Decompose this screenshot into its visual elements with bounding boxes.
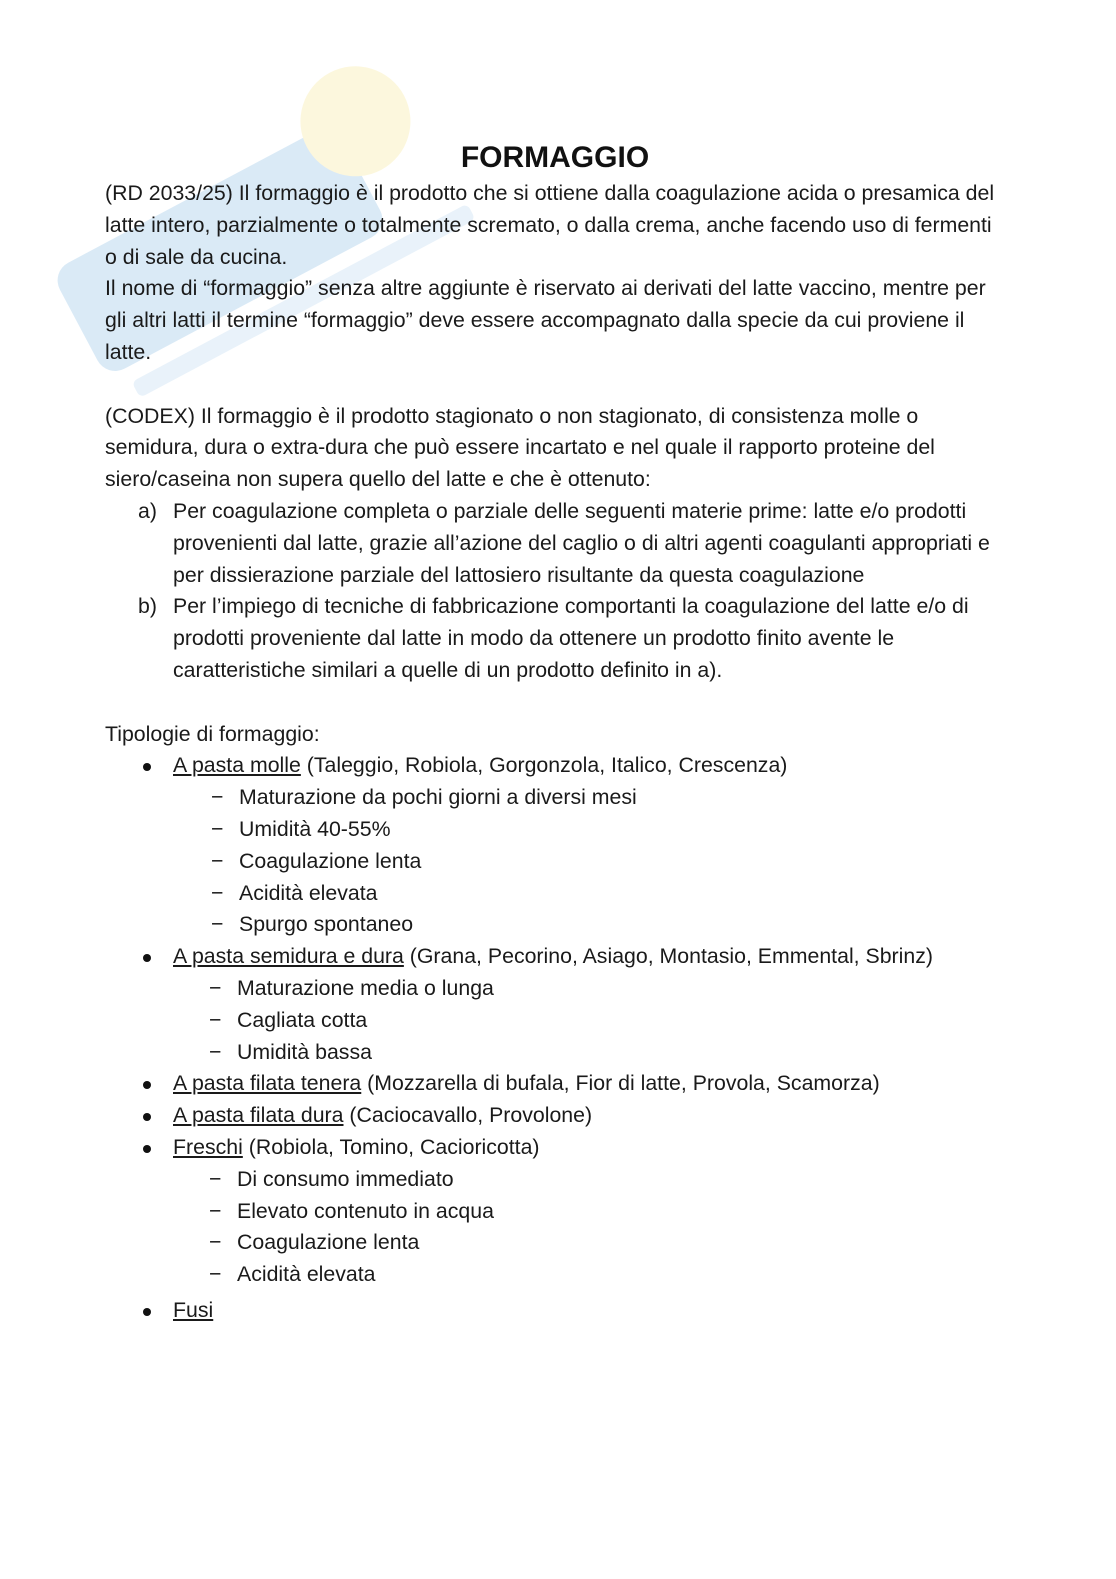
trait-text: Di consumo immediato	[237, 1166, 454, 1191]
types-list	[105, 1295, 1005, 1327]
trait-text: Acidità elevata	[239, 880, 378, 905]
dash-marker: −	[211, 912, 224, 937]
trait-text: Umidità 40-55%	[239, 816, 391, 841]
dash-marker: −	[209, 1198, 222, 1223]
dash-marker: −	[211, 880, 224, 905]
document-page	[105, 138, 1005, 1327]
trait-item	[105, 814, 1005, 846]
dash-marker: −	[209, 975, 222, 1000]
trait-item	[105, 1196, 1005, 1228]
type-name: Freschi	[173, 1134, 243, 1159]
traits-list	[105, 782, 1005, 941]
trait-item	[105, 973, 1005, 1005]
tipologie-heading: Tipologie di formaggio:	[105, 721, 320, 746]
trait-text: Maturazione da pochi giorni a diversi mesi	[239, 785, 637, 810]
type-item	[105, 750, 1005, 782]
dash-marker: −	[211, 848, 224, 873]
type-item	[105, 1100, 1005, 1132]
traits-list	[105, 1164, 1005, 1291]
trait-item	[105, 846, 1005, 878]
paragraph-codex: (CODEX) Il formaggio è il prodotto stagionato o non stagionato, di consistenza molle o semidura, dura o extra-dura che può essere incartato e nel quale il rapporto proteine del siero/caseina non supera quello del latte e che è ottenuto:	[105, 403, 935, 492]
trait-text: Elevato contenuto in acqua	[237, 1198, 494, 1223]
dash-marker: −	[209, 1262, 222, 1287]
bullet-icon	[143, 954, 151, 962]
codex-item	[105, 591, 1005, 686]
type-examples: (Grana, Pecorino, Asiago, Montasio, Emmental, Sbrinz)	[403, 944, 933, 969]
bullet-icon	[143, 1113, 151, 1121]
trait-text: Coagulazione lenta	[239, 848, 422, 873]
type-item	[105, 1132, 1005, 1164]
trait-item	[105, 782, 1005, 814]
types-list	[105, 941, 1005, 973]
bullet-icon	[143, 1308, 151, 1316]
dash-marker: −	[209, 1230, 222, 1255]
dash-marker: −	[211, 785, 224, 810]
type-name: A pasta semidura e dura	[173, 944, 404, 969]
dash-marker: −	[209, 1166, 222, 1191]
paragraph-nome: Il nome di “formaggio” senza altre aggiunte è riservato ai derivati del latte vaccino, mentre per gli altri latti il termine “formaggio” deve essere accompagnato dalla specie da cui proviene il latte.	[105, 276, 986, 364]
bullet-icon	[143, 1145, 151, 1153]
type-name: Fusi	[173, 1297, 214, 1322]
types-list	[105, 750, 1005, 782]
codex-item	[105, 496, 1005, 591]
bullet-icon	[143, 763, 151, 771]
trait-text: Spurgo spontaneo	[239, 912, 414, 937]
page-title: FORMAGGIO	[460, 141, 650, 174]
type-item	[105, 941, 1005, 973]
dash-marker: −	[211, 816, 224, 841]
trait-item	[105, 1037, 1005, 1069]
trait-item	[105, 878, 1005, 910]
type-name: A pasta filata dura	[173, 1103, 344, 1128]
type-examples: (Mozzarella di bufala, Fior di latte, Provola, Scamorza)	[361, 1071, 880, 1096]
type-name: A pasta molle	[173, 753, 301, 778]
type-item	[105, 1068, 1005, 1100]
codex-list	[105, 496, 1005, 687]
paragraph-rd: (RD 2033/25) Il formaggio è il prodotto che si ottiene dalla coagulazione acida o presamica del latte intero, parzialmente o totalmente scremato, o dalla crema, anche facendo uso di fermenti o di sale da cucina.	[105, 181, 995, 269]
trait-item	[105, 1164, 1005, 1196]
dash-marker: −	[209, 1007, 222, 1032]
trait-text: Cagliata cotta	[237, 1007, 368, 1032]
trait-text: Umidità bassa	[237, 1039, 372, 1064]
trait-text: Acidità elevata	[237, 1262, 376, 1287]
type-examples: (Taleggio, Robiola, Gorgonzola, Italico, Crescenza)	[300, 753, 788, 778]
type-item	[105, 1295, 1005, 1327]
codex-item-text: Per coagulazione completa o parziale delle seguenti materie prime: latte e/o prodotti provenienti dal latte, grazie all’azione del caglio o di altri agenti coagulanti appropriati e per dissierazione parziale del lattosiero risultante da questa coagulazione	[173, 498, 990, 587]
bullet-icon	[143, 1081, 151, 1089]
trait-text: Maturazione media o lunga	[237, 975, 494, 1000]
trait-item	[105, 1259, 1005, 1291]
type-examples: (Robiola, Tomino, Cacioricotta)	[242, 1134, 540, 1159]
dash-marker: −	[209, 1039, 222, 1064]
type-name: A pasta filata tenera	[173, 1071, 362, 1096]
trait-item	[105, 1005, 1005, 1037]
codex-item-text: Per l’impiego di tecniche di fabbricazione comportanti la coagulazione del latte e/o di prodotti proveniente dal latte in modo da ottenere un prodotto finito avente le caratteristiche similari a quelle di un prodotto definito in a).	[173, 594, 969, 682]
types-list	[105, 1068, 1005, 1163]
trait-text: Coagulazione lenta	[237, 1230, 420, 1255]
trait-item	[105, 909, 1005, 941]
trait-item	[105, 1227, 1005, 1259]
list-marker: b)	[138, 594, 157, 619]
list-marker: a)	[138, 498, 157, 523]
type-examples: (Caciocavallo, Provolone)	[343, 1103, 593, 1128]
traits-list	[105, 973, 1005, 1068]
